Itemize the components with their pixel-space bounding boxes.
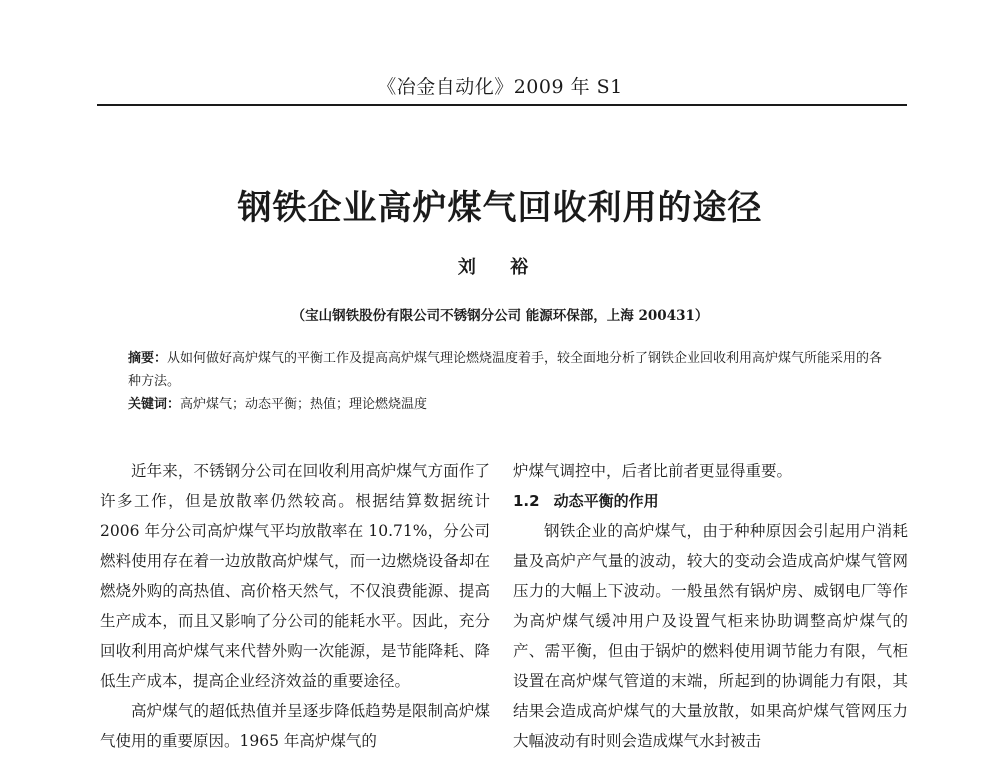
abstract-text: 从如何做好高炉煤气的平衡工作及提高高炉煤气理论燃烧温度着手，较全面地分析了钢铁企业回收利用高炉煤气所能采用的各种方法。	[128, 351, 883, 389]
body-right-column	[513, 456, 908, 756]
abstract-label: 摘要：	[128, 351, 168, 366]
section-heading	[513, 486, 908, 516]
section-number: 1.2	[513, 492, 540, 510]
body-paragraph: 炉煤气调控中，后者比前者更显得重要。	[513, 462, 793, 480]
body-paragraph: 高炉煤气的超低热值并呈逐步降低趋势是限制高炉煤气使用的重要原因。1965 年高炉煤气的	[100, 702, 490, 750]
body-paragraph: 钢铁企业的高炉煤气，由于种种原因会引起用户消耗量及高炉产气量的波动，较大的变动会造成高炉煤气管网压力的大幅上下波动。一般虽然有锅炉房、威钢电厂等作为高炉煤气缓冲用户及设置气柜来协助调整高炉煤气的产、需平衡，但由于锅炉的燃料使用调节能力有限，气柜设置在高炉煤气管道的末端，所起到的协调能力有限，其结果会造成高炉煤气的大量放散，如果高炉煤气管网压力大幅波动有时则会造成煤气水封被击	[513, 522, 908, 750]
body-left-column	[100, 456, 490, 756]
article-title: 钢铁企业高炉煤气回收利用的途径	[237, 188, 763, 228]
header-rule	[97, 104, 907, 106]
keywords-text: 高炉煤气；动态平衡；热值；理论燃烧温度	[180, 397, 428, 412]
article-affiliation: （宝山钢铁股份有限公司不锈钢分公司 能源环保部，上海 200431）	[291, 308, 709, 324]
body-paragraph: 近年来，不锈钢分公司在回收利用高炉煤气方面作了许多工作，但是放散率仍然较高。根据结算数据统计 2006 年分公司高炉煤气平均放散率在 10.71%，分公司燃料使用存在着一边放散高炉煤气，而一边燃烧设备却在燃烧外购的高热值、高价格天然气，不仅浪费能源、提高生产成本，而且又影响了分公司的能耗水平。因此，充分回收利用高炉煤气来代替外购一次能源，是节能降耗、降低生产成本，提高企业经济效益的重要途径。	[100, 462, 490, 690]
section-title: 动态平衡的作用	[553, 492, 659, 510]
article-author: 刘 裕	[457, 257, 543, 278]
keywords-label: 关键词：	[128, 397, 181, 412]
keywords-paragraph	[128, 393, 888, 416]
abstract-block	[128, 347, 888, 416]
abstract-paragraph	[128, 347, 888, 393]
journal-header: 《冶金自动化》2009 年 S1	[377, 76, 623, 98]
